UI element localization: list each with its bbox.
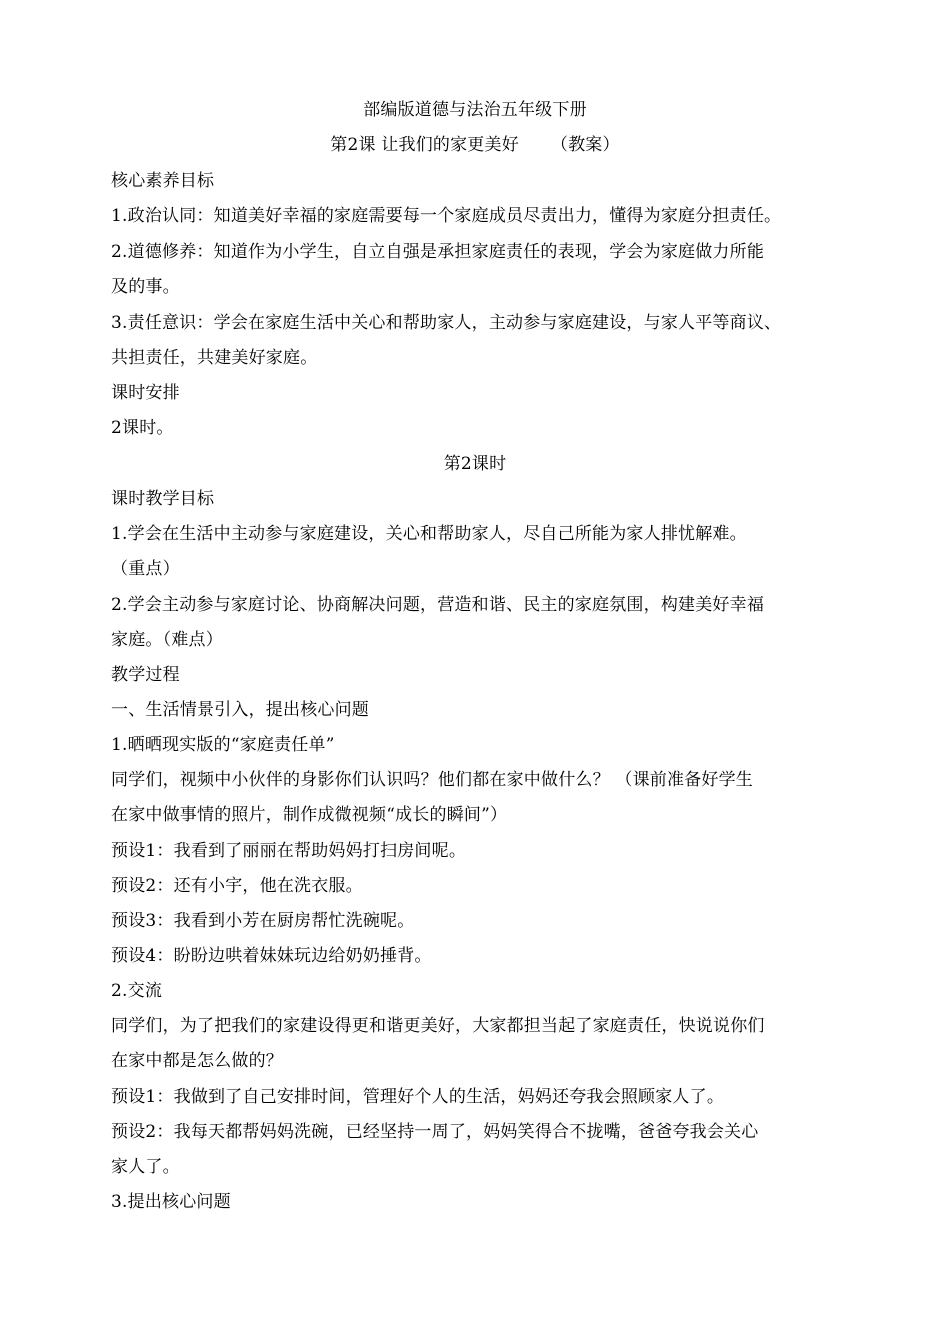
preset-3: 预设3：我看到小芳在厨房帮忙洗碗呢。 [111,911,415,931]
step-1-heading: 1.晒晒现实版的“家庭责任单” [111,735,335,755]
core-goal-3-line-2: 共担责任，共建美好家庭。 [111,348,318,368]
schedule-text: 2课时。 [111,418,174,438]
lesson-goal-2-line-2: 家庭。（难点） [111,630,223,650]
subtitle-tag: （教案） [550,135,620,155]
preset-1: 预设1：我看到了丽丽在帮助妈妈打扫房间呢。 [111,841,467,861]
lesson-goal-1-line-2: （重点） [111,559,180,579]
lesson-goal-2-line-1: 2.学会主动参与家庭讨论、协商解决问题，营造和谐、民主的家庭氛围，构建美好幸福 [111,595,765,615]
document-subtitle [0,133,950,157]
step-2-preset-2-line-1: 预设2：我每天都帮妈妈洗碗，已经坚持一周了，妈妈笑得合不拢嘴，爸爸夸我会关心 [111,1122,759,1142]
preset-4: 预设4：盼盼边哄着妹妹玩边给奶奶捶背。 [111,946,432,966]
core-goal-2-line-1: 2.道德修养：知道作为小学生，自立自强是承担家庭责任的表现，学会为家庭做力所能 [111,242,765,262]
core-goal-1: 1.政治认同：知道美好幸福的家庭需要每一个家庭成员尽责出力，懂得为家庭分担责任。 [111,206,782,226]
document-title: 部编版道德与法治五年级下册 [363,100,587,120]
preset-2: 预设2：还有小宇，他在洗衣服。 [111,876,363,896]
heading-schedule: 课时安排 [111,383,180,403]
core-goal-3-line-1: 3.责任意识：学会在家庭生活中关心和帮助家人，主动参与家庭建设，与家人平等商议、 [111,313,782,333]
heading-teaching-process: 教学过程 [111,665,180,685]
core-goal-2-line-2: 及的事。 [111,277,180,297]
step-2-text-line-2: 在家中都是怎么做的？ [111,1051,283,1071]
step-1-text-line-2: 在家中做事情的照片，制作成微视频“成长的瞬间”） [111,805,508,825]
heading-lesson-goals: 课时教学目标 [111,489,215,509]
section-1-heading: 一、生活情景引入，提出核心问题 [111,700,369,720]
lesson-title: 第2课时 [443,454,507,474]
subtitle-main: 第2课 让我们的家更美好 [330,135,519,155]
heading-core-goals: 核心素养目标 [111,171,215,191]
step-2-preset-1: 预设1：我做到了自己安排时间，管理好个人的生活，妈妈还夸我会照顾家人了。 [111,1087,725,1107]
step-2-text-line-1: 同学们，为了把我们的家建设得更和谐更美好，大家都担当起了家庭责任，快说说你们 [111,1016,765,1036]
step-2-heading: 2.交流 [111,981,163,1001]
step-2-preset-2-line-2: 家人了。 [111,1157,180,1177]
lesson-goal-1-line-1: 1.学会在生活中主动参与家庭建设，关心和帮助家人，尽自己所能为家人排忧解难。 [111,524,747,544]
step-3-heading: 3.提出核心问题 [111,1192,231,1212]
step-1-text-line-1: 同学们，视频中小伙伴的身影你们认识吗？他们都在家中做什么？ （课前准备好学生 [111,770,754,790]
